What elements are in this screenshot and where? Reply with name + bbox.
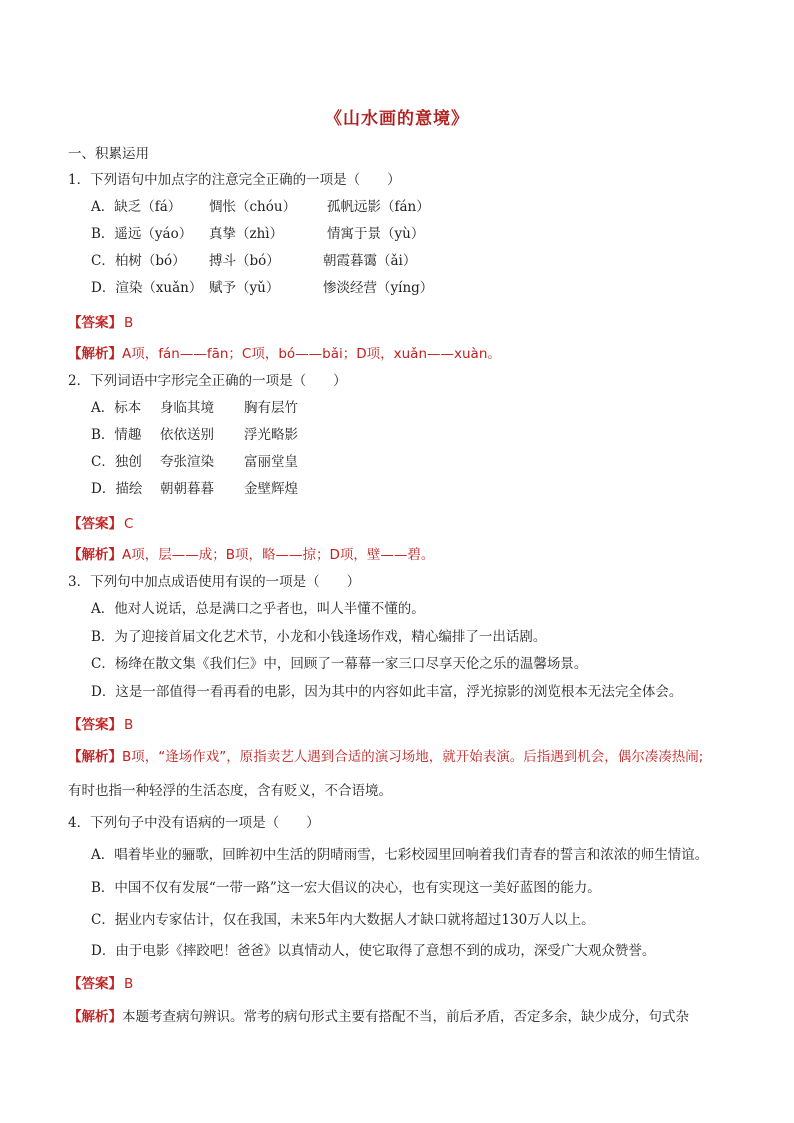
answer-tag: 【答案】 (68, 717, 122, 733)
option-cell: C．独创 (91, 454, 142, 470)
answer-value: B (124, 717, 134, 733)
answer-value: C (124, 516, 134, 532)
option-cell: 朝朝暮暮 (160, 481, 214, 497)
question-3-option-b: B．为了迎接首届文化艺术节，小龙和小钱逢场作戏，精心编排了一出话剧。 (91, 629, 547, 645)
option-cell: B．情趣 (91, 427, 142, 443)
question-2-option-b (91, 426, 298, 444)
answer-value: B (124, 315, 134, 331)
explanation-text: A项，层——成；B项，略——掠；D项，壁——碧。 (122, 547, 435, 563)
option-cell: C．柏树（bó） (91, 253, 186, 269)
answer-value: B (124, 976, 134, 992)
explanation-text: 有时也指一种轻浮的生活态度，含有贬义，不合语境。 (68, 783, 392, 799)
question-4-stem: 4．下列句子中没有语病的一项是（ ） (68, 815, 320, 831)
option-cell: 富丽堂皇 (244, 454, 298, 470)
question-1-answer (68, 314, 133, 332)
option-cell: 依依送别 (160, 427, 214, 443)
question-1-explanation (68, 345, 501, 363)
question-2-stem: 2．下列词语中字形完全正确的一项是（ ） (68, 373, 347, 389)
option-cell: 惆怅（chóu） (209, 199, 297, 215)
question-4-option-d: D．由于电影《摔跤吧！爸爸》以真情动人，使它取得了意想不到的成功，深受广大观众赞誉。 (91, 943, 656, 959)
question-1-option-c (91, 252, 416, 270)
answer-tag: 【答案】 (68, 315, 122, 331)
option-cell: 情寓于景（yù） (327, 226, 425, 242)
question-3-explanation-continued (68, 782, 392, 800)
explanation-text: B项，“逢场作戏”，原指卖艺人遇到合适的演习场地，就开始表演。后指遇到机会，偶尔凑凑热闹; (122, 749, 704, 765)
explain-tag: 【解析】 (68, 749, 122, 765)
question-2-explanation (68, 546, 434, 564)
question-1-option-d (91, 279, 433, 297)
option-cell: 胸有层竹 (244, 400, 298, 416)
question-3-answer (68, 716, 133, 734)
option-cell: 身临其境 (160, 400, 214, 416)
question-2-answer (68, 515, 133, 533)
explanation-text: A项，fán——fān；C项，bó——bǎi；D项，xuǎn——xuàn。 (122, 346, 501, 362)
option-cell: 浮光略影 (244, 427, 298, 443)
option-cell: B．遥远（yáo） (91, 226, 193, 242)
explain-tag: 【解析】 (68, 547, 122, 563)
question-3-option-c: C．杨绛在散文集《我们仨》中，回顾了一幕幕一家三口尽享天伦之乐的温馨场景。 (91, 656, 588, 672)
question-4-option-c: C．据业内专家估计，仅在我国，未来5年内大数据人才缺口就将超过130万人以上。 (91, 912, 595, 928)
option-cell: A．缺乏（fá） (91, 199, 182, 215)
explain-tag: 【解析】 (68, 346, 122, 362)
question-4-option-b: B．中国不仅有发展“一带一路”这一宏大倡议的决心，也有实现这一美好蓝图的能力。 (91, 880, 601, 896)
option-cell: D．渲染（xuǎn） (91, 280, 203, 296)
option-cell: 惨淡经营（yíng） (323, 280, 434, 296)
answer-tag: 【答案】 (68, 976, 122, 992)
question-2-option-c (91, 453, 298, 471)
option-cell: A．标本 (91, 400, 142, 416)
explain-tag: 【解析】 (68, 1009, 122, 1025)
question-4-answer (68, 975, 133, 993)
answer-tag: 【答案】 (68, 516, 122, 532)
option-cell: 夸张渲染 (160, 454, 214, 470)
question-3-option-a: A．他对人说话，总是满口之乎者也，叫人半懂不懂的。 (91, 601, 425, 617)
question-2-option-a (91, 399, 298, 417)
section-heading: 一、积累运用 (68, 146, 149, 162)
option-cell: 搏斗（bó） (209, 253, 280, 269)
option-cell: 朝霞暮霭（ǎi） (323, 253, 417, 269)
question-2-option-d (91, 480, 298, 498)
page-title: 《山水画的意境》 (325, 109, 469, 129)
question-1-option-a (91, 198, 430, 216)
question-3-stem: 3．下列句中加点成语使用有误的一项是（ ） (68, 574, 361, 590)
question-4-explanation (68, 1008, 689, 1026)
option-cell: 真挚（zhì） (209, 226, 284, 242)
question-4-option-a: A．唱着毕业的骊歌，回眸初中生活的阴晴雨雪，七彩校园里回响着我们青春的誓言和浓浓的师生情谊。 (91, 847, 709, 863)
option-cell: 孤帆远影（fán） (327, 199, 430, 215)
explanation-text: 本题考查病句辨识。常考的病句形式主要有搭配不当，前后矛盾，否定多余，缺少成分，句式杂 (122, 1009, 689, 1025)
option-cell: 金壁辉煌 (244, 481, 298, 497)
question-3-explanation (68, 748, 703, 766)
question-3-option-d: D．这是一部值得一看再看的电影，因为其中的内容如此丰富，浮光掠影的浏览根本无法完全体会。 (91, 684, 683, 700)
question-1-stem: 1．下列语句中加点字的注意完全正确的一项是（ ） (68, 172, 401, 188)
question-1-option-b (91, 225, 424, 243)
option-cell: D．描绘 (91, 481, 143, 497)
option-cell: 赋予（yǔ） (209, 280, 280, 296)
